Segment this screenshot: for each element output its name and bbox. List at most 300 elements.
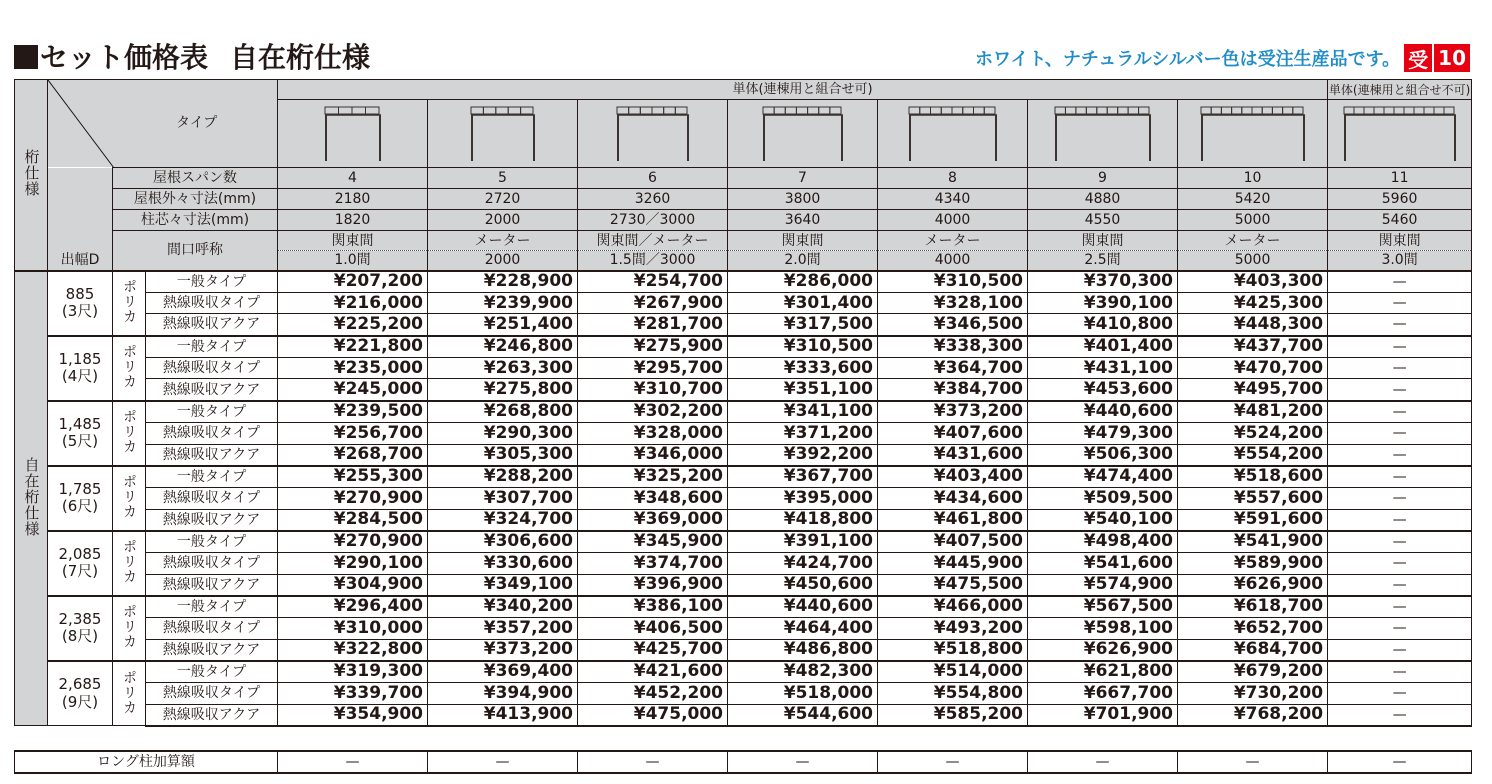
material-label: ポリカ xyxy=(121,604,137,650)
price-cell: ¥440,600 xyxy=(1028,401,1178,423)
spec-value: 11 xyxy=(1328,168,1472,189)
price-cell: ¥585,200 xyxy=(878,704,1028,726)
spec-value: 7 xyxy=(728,168,878,189)
price-cell: ¥268,800 xyxy=(428,401,578,423)
carport-type-cell xyxy=(878,100,1028,168)
price-cell: ¥425,300 xyxy=(1178,292,1328,314)
long-post-value: — xyxy=(428,751,578,773)
material-label: ポリカ xyxy=(121,409,137,455)
spec-row-label: 柱芯々寸法(mm) xyxy=(113,210,278,231)
price-unavailable: — xyxy=(1328,487,1472,509)
price-cell: ¥431,600 xyxy=(878,444,1028,466)
price-cell: ¥290,100 xyxy=(278,552,428,574)
price-cell: ¥450,600 xyxy=(728,574,878,596)
price-cell: ¥626,900 xyxy=(1028,639,1178,661)
material-label: ポリカ xyxy=(121,669,137,715)
spec-value: 4880 xyxy=(1028,189,1178,210)
long-post-value: — xyxy=(1178,751,1328,773)
frontage-type: 関東間 xyxy=(1328,231,1472,251)
frontage-size: 1.0間 xyxy=(278,251,428,271)
price-cell: ¥349,100 xyxy=(428,574,578,596)
spec-value: 5460 xyxy=(1328,210,1472,231)
table-row xyxy=(15,531,1472,553)
price-cell: ¥481,200 xyxy=(1178,401,1328,423)
price-cell: ¥267,900 xyxy=(578,292,728,314)
frontage-type: 関東間 xyxy=(1028,231,1178,251)
price-cell: ¥445,900 xyxy=(878,552,1028,574)
frontage-size: 4000 xyxy=(878,251,1028,271)
table-row xyxy=(15,292,1472,314)
panel-type-label: 一般タイプ xyxy=(146,661,278,683)
table-row xyxy=(15,509,1472,531)
price-cell: ¥373,200 xyxy=(428,639,578,661)
price-cell: ¥239,900 xyxy=(428,292,578,314)
long-post-table xyxy=(14,750,1472,774)
price-cell: ¥296,400 xyxy=(278,596,428,618)
depth-cell xyxy=(48,271,113,336)
carport-type-cell xyxy=(728,100,878,168)
price-unavailable: — xyxy=(1328,422,1472,444)
price-cell: ¥701,900 xyxy=(1028,704,1178,726)
price-cell: ¥228,900 xyxy=(428,271,578,293)
depth-cell xyxy=(48,401,113,466)
table-row xyxy=(15,596,1472,618)
price-cell: ¥518,000 xyxy=(728,683,878,705)
price-cell: ¥310,500 xyxy=(878,271,1028,293)
frontage-size: 5000 xyxy=(1178,251,1328,271)
table-row xyxy=(15,639,1472,661)
table-row xyxy=(15,618,1472,640)
price-cell: ¥424,700 xyxy=(728,552,878,574)
price-cell: ¥328,000 xyxy=(578,422,728,444)
frontage-size: 1.5間／3000 xyxy=(578,251,728,271)
made-to-order-notice xyxy=(975,44,1470,72)
notice-text: ホワイト、ナチュラルシルバー色は受注生産品です。 xyxy=(974,49,1401,70)
price-table xyxy=(14,79,1472,727)
price-cell: ¥317,500 xyxy=(728,314,878,336)
price-cell: ¥396,900 xyxy=(578,574,728,596)
price-cell: ¥618,700 xyxy=(1178,596,1328,618)
panel-type-label: 熱線吸収タイプ xyxy=(146,422,278,444)
group-label-2: 単体(連棟用と組合せ不可) xyxy=(1328,80,1472,100)
price-cell: ¥348,600 xyxy=(578,487,728,509)
price-unavailable: — xyxy=(1328,552,1472,574)
depth-value: 1,185 xyxy=(58,349,102,368)
depth-value: 2,085 xyxy=(58,545,102,564)
price-cell: ¥591,600 xyxy=(1178,509,1328,531)
side-label-top-text: 桁仕様 xyxy=(22,149,41,198)
price-cell: ¥268,700 xyxy=(278,444,428,466)
material-cell xyxy=(113,336,146,401)
table-row xyxy=(15,466,1472,488)
table-row xyxy=(15,661,1472,683)
price-cell: ¥367,700 xyxy=(728,466,878,488)
price-cell: ¥325,200 xyxy=(578,466,728,488)
price-cell: ¥351,100 xyxy=(728,379,878,401)
price-unavailable: — xyxy=(1328,618,1472,640)
price-cell: ¥395,000 xyxy=(728,487,878,509)
price-cell: ¥479,300 xyxy=(1028,422,1178,444)
carport-frame-icon xyxy=(908,106,998,162)
table-row xyxy=(15,444,1472,466)
price-unavailable: — xyxy=(1328,466,1472,488)
material-cell xyxy=(113,661,146,726)
title-main: セット価格表 xyxy=(40,41,209,74)
price-cell: ¥275,900 xyxy=(578,336,728,358)
spec-value: 2000 xyxy=(428,210,578,231)
carport-frame-icon xyxy=(1343,106,1457,162)
panel-type-label: 熱線吸収アクア xyxy=(146,444,278,466)
spec-value: 2180 xyxy=(278,189,428,210)
price-cell: ¥453,600 xyxy=(1028,379,1178,401)
price-cell: ¥621,800 xyxy=(1028,661,1178,683)
spec-value: 8 xyxy=(878,168,1028,189)
price-cell: ¥498,400 xyxy=(1028,531,1178,553)
price-cell: ¥667,700 xyxy=(1028,683,1178,705)
price-cell: ¥514,000 xyxy=(878,661,1028,683)
depth-header-cell xyxy=(48,168,113,271)
side-label-body-text: 自在桁仕様 xyxy=(22,456,41,537)
table-row xyxy=(15,314,1472,336)
price-cell: ¥392,200 xyxy=(728,444,878,466)
price-cell: ¥322,800 xyxy=(278,639,428,661)
panel-type-label: 熱線吸収アクア xyxy=(146,639,278,661)
carport-type-cell xyxy=(1178,100,1328,168)
panel-type-label: 熱線吸収タイプ xyxy=(146,618,278,640)
panel-type-label: 熱線吸収タイプ xyxy=(146,357,278,379)
price-cell: ¥369,000 xyxy=(578,509,728,531)
spec-value: 4550 xyxy=(1028,210,1178,231)
panel-type-label: 一般タイプ xyxy=(146,596,278,618)
type-header-cell xyxy=(48,80,278,168)
carport-frame-icon xyxy=(616,106,690,162)
price-cell: ¥370,300 xyxy=(1028,271,1178,293)
price-cell: ¥406,500 xyxy=(578,618,728,640)
badge-char: 受 xyxy=(1404,44,1434,72)
spec-value: 3640 xyxy=(728,210,878,231)
price-cell: ¥440,600 xyxy=(728,596,878,618)
price-cell: ¥281,700 xyxy=(578,314,728,336)
price-cell: ¥384,700 xyxy=(878,379,1028,401)
price-cell: ¥524,200 xyxy=(1178,422,1328,444)
spec-value: 4 xyxy=(278,168,428,189)
table-row xyxy=(15,401,1472,423)
price-cell: ¥418,800 xyxy=(728,509,878,531)
depth-shaku: (6尺) xyxy=(61,497,99,516)
table-row xyxy=(15,683,1472,705)
price-unavailable: — xyxy=(1328,336,1472,358)
price-unavailable: — xyxy=(1328,531,1472,553)
price-cell: ¥391,100 xyxy=(728,531,878,553)
price-unavailable: — xyxy=(1328,357,1472,379)
depth-value: 2,385 xyxy=(58,610,102,629)
spec-value: 10 xyxy=(1178,168,1328,189)
table-row xyxy=(15,574,1472,596)
price-cell: ¥466,000 xyxy=(878,596,1028,618)
order-badge xyxy=(1404,44,1470,72)
price-cell: ¥305,300 xyxy=(428,444,578,466)
material-cell xyxy=(113,531,146,596)
price-cell: ¥302,200 xyxy=(578,401,728,423)
price-cell: ¥386,100 xyxy=(578,596,728,618)
price-cell: ¥286,000 xyxy=(728,271,878,293)
long-post-label: ロング柱加算額 xyxy=(15,751,278,773)
material-cell xyxy=(113,401,146,466)
frontage-size: 2.5間 xyxy=(1028,251,1178,271)
spec-value: 3800 xyxy=(728,189,878,210)
price-cell: ¥470,700 xyxy=(1178,357,1328,379)
carport-type-cell xyxy=(278,100,428,168)
panel-type-label: 熱線吸収アクア xyxy=(146,379,278,401)
spec-value: 1820 xyxy=(278,210,428,231)
price-cell: ¥684,700 xyxy=(1178,639,1328,661)
price-cell: ¥540,100 xyxy=(1028,509,1178,531)
spec-value: 9 xyxy=(1028,168,1178,189)
price-cell: ¥482,300 xyxy=(728,661,878,683)
price-cell: ¥554,800 xyxy=(878,683,1028,705)
side-label-body xyxy=(15,271,48,726)
type-label: タイプ xyxy=(176,115,218,131)
price-cell: ¥373,200 xyxy=(878,401,1028,423)
price-unavailable: — xyxy=(1328,704,1472,726)
price-cell: ¥421,600 xyxy=(578,661,728,683)
price-cell: ¥452,200 xyxy=(578,683,728,705)
material-cell xyxy=(113,466,146,531)
diagonal-line-icon xyxy=(48,80,278,168)
price-cell: ¥407,500 xyxy=(878,531,1028,553)
material-cell xyxy=(113,271,146,336)
badge-number: 10 xyxy=(1438,46,1466,70)
carport-frame-icon xyxy=(1200,106,1306,162)
carport-type-cell xyxy=(1028,100,1178,168)
price-cell: ¥474,400 xyxy=(1028,466,1178,488)
price-cell: ¥431,100 xyxy=(1028,357,1178,379)
price-cell: ¥574,900 xyxy=(1028,574,1178,596)
price-cell: ¥346,000 xyxy=(578,444,728,466)
depth-cell xyxy=(48,531,113,596)
carport-frame-icon xyxy=(470,106,536,162)
price-cell: ¥263,300 xyxy=(428,357,578,379)
carport-type-cell xyxy=(428,100,578,168)
panel-type-label: 熱線吸収タイプ xyxy=(146,683,278,705)
spec-value: 4340 xyxy=(878,189,1028,210)
price-cell: ¥598,100 xyxy=(1028,618,1178,640)
price-unavailable: — xyxy=(1328,292,1472,314)
price-cell: ¥518,600 xyxy=(1178,466,1328,488)
table-row xyxy=(15,552,1472,574)
price-cell: ¥369,400 xyxy=(428,661,578,683)
spec-value: 5960 xyxy=(1328,189,1472,210)
depth-shaku: (9尺) xyxy=(61,692,99,711)
panel-type-label: 熱線吸収アクア xyxy=(146,574,278,596)
price-cell: ¥239,500 xyxy=(278,401,428,423)
spec-value: 5420 xyxy=(1178,189,1328,210)
price-unavailable: — xyxy=(1328,444,1472,466)
spec-row-label: 屋根外々寸法(mm) xyxy=(113,189,278,210)
spec-value: 4000 xyxy=(878,210,1028,231)
depth-value: 2,685 xyxy=(58,675,102,694)
price-cell: ¥768,200 xyxy=(1178,704,1328,726)
price-cell: ¥288,200 xyxy=(428,466,578,488)
price-cell: ¥246,800 xyxy=(428,336,578,358)
price-cell: ¥341,100 xyxy=(728,401,878,423)
long-post-value: — xyxy=(1028,751,1178,773)
spec-row-label: 屋根スパン数 xyxy=(113,168,278,189)
depth-shaku: (5尺) xyxy=(61,432,99,451)
side-label-top xyxy=(15,80,48,271)
price-cell: ¥541,900 xyxy=(1178,531,1328,553)
table-row xyxy=(15,271,1472,293)
depth-shaku: (4尺) xyxy=(61,367,99,386)
price-cell: ¥437,700 xyxy=(1178,336,1328,358)
frontage-type: 関東間 xyxy=(728,231,878,251)
square-bullet-icon xyxy=(14,45,38,69)
price-cell: ¥401,400 xyxy=(1028,336,1178,358)
price-cell: ¥544,600 xyxy=(728,704,878,726)
panel-type-label: 一般タイプ xyxy=(146,401,278,423)
spec-value: 6 xyxy=(578,168,728,189)
price-cell: ¥407,600 xyxy=(878,422,1028,444)
long-post-value: — xyxy=(1328,751,1472,773)
table-row xyxy=(15,422,1472,444)
price-cell: ¥207,200 xyxy=(278,271,428,293)
price-cell: ¥301,400 xyxy=(728,292,878,314)
table-row xyxy=(15,336,1472,358)
depth-value: 1,785 xyxy=(58,479,102,498)
price-cell: ¥339,700 xyxy=(278,683,428,705)
depth-cell xyxy=(48,466,113,531)
price-cell: ¥374,700 xyxy=(578,552,728,574)
price-cell: ¥295,700 xyxy=(578,357,728,379)
long-post-value: — xyxy=(728,751,878,773)
price-cell: ¥364,700 xyxy=(878,357,1028,379)
price-cell: ¥254,700 xyxy=(578,271,728,293)
price-unavailable: — xyxy=(1328,401,1472,423)
material-label: ポリカ xyxy=(121,539,137,585)
price-cell: ¥245,000 xyxy=(278,379,428,401)
price-cell: ¥434,600 xyxy=(878,487,1028,509)
depth-shaku: (3尺) xyxy=(61,302,99,321)
price-cell: ¥310,000 xyxy=(278,618,428,640)
price-unavailable: — xyxy=(1328,639,1472,661)
price-cell: ¥345,900 xyxy=(578,531,728,553)
price-cell: ¥390,100 xyxy=(1028,292,1178,314)
panel-type-label: 熱線吸収アクア xyxy=(146,704,278,726)
carport-frame-icon xyxy=(1054,106,1152,162)
frontage-type: メーター xyxy=(878,231,1028,251)
depth-cell xyxy=(48,336,113,401)
price-cell: ¥464,400 xyxy=(728,618,878,640)
depth-cell xyxy=(48,596,113,661)
spec-value: 5000 xyxy=(1178,210,1328,231)
price-unavailable: — xyxy=(1328,596,1472,618)
price-cell: ¥275,800 xyxy=(428,379,578,401)
price-unavailable: — xyxy=(1328,314,1472,336)
price-cell: ¥448,300 xyxy=(1178,314,1328,336)
panel-type-label: 一般タイプ xyxy=(146,336,278,358)
material-cell xyxy=(113,596,146,661)
depth-shaku: (8尺) xyxy=(61,627,99,646)
price-unavailable: — xyxy=(1328,509,1472,531)
price-cell: ¥306,600 xyxy=(428,531,578,553)
frontage-type: 関東間 xyxy=(278,231,428,251)
spec-value: 5 xyxy=(428,168,578,189)
price-cell: ¥346,500 xyxy=(878,314,1028,336)
frontage-size: 2000 xyxy=(428,251,578,271)
price-unavailable: — xyxy=(1328,574,1472,596)
price-cell: ¥371,200 xyxy=(728,422,878,444)
price-unavailable: — xyxy=(1328,683,1472,705)
price-cell: ¥518,800 xyxy=(878,639,1028,661)
table-row xyxy=(15,487,1472,509)
carport-type-cell xyxy=(1328,100,1472,168)
table-row xyxy=(15,379,1472,401)
frontage-type: 関東間／メーター xyxy=(578,231,728,251)
group-label-1: 単体(連棟用と組合せ可) xyxy=(278,80,1328,100)
price-cell: ¥270,900 xyxy=(278,487,428,509)
title-sub: 自在桁仕様 xyxy=(230,41,371,74)
price-cell: ¥461,800 xyxy=(878,509,1028,531)
panel-type-label: 一般タイプ xyxy=(146,531,278,553)
price-cell: ¥340,200 xyxy=(428,596,578,618)
spec-value: 3260 xyxy=(578,189,728,210)
depth-cell xyxy=(48,661,113,726)
depth-shaku: (7尺) xyxy=(61,562,99,581)
price-cell: ¥284,500 xyxy=(278,509,428,531)
frontage-size: 3.0間 xyxy=(1328,251,1472,271)
depth-value: 1,485 xyxy=(58,414,102,433)
long-post-value: — xyxy=(578,751,728,773)
material-label: ポリカ xyxy=(121,279,137,325)
price-cell: ¥541,600 xyxy=(1028,552,1178,574)
frontage-size: 2.0間 xyxy=(728,251,878,271)
depth-value: 885 xyxy=(65,284,95,303)
carport-frame-icon xyxy=(762,106,844,162)
page-title xyxy=(14,36,370,76)
price-cell: ¥554,200 xyxy=(1178,444,1328,466)
price-cell: ¥475,500 xyxy=(878,574,1028,596)
carport-type-cell xyxy=(578,100,728,168)
carport-frame-icon xyxy=(324,106,382,162)
price-cell: ¥679,200 xyxy=(1178,661,1328,683)
price-cell: ¥567,500 xyxy=(1028,596,1178,618)
price-cell: ¥509,500 xyxy=(1028,487,1178,509)
price-cell: ¥354,900 xyxy=(278,704,428,726)
price-cell: ¥357,200 xyxy=(428,618,578,640)
price-cell: ¥256,700 xyxy=(278,422,428,444)
price-cell: ¥251,400 xyxy=(428,314,578,336)
price-cell: ¥486,800 xyxy=(728,639,878,661)
price-cell: ¥338,300 xyxy=(878,336,1028,358)
panel-type-label: 一般タイプ xyxy=(146,271,278,293)
frontage-type: メーター xyxy=(428,231,578,251)
panel-type-label: 一般タイプ xyxy=(146,466,278,488)
depth-label: 出幅D xyxy=(60,251,100,268)
panel-type-label: 熱線吸収タイプ xyxy=(146,552,278,574)
price-cell: ¥425,700 xyxy=(578,639,728,661)
price-cell: ¥216,000 xyxy=(278,292,428,314)
price-unavailable: — xyxy=(1328,271,1472,293)
price-cell: ¥730,200 xyxy=(1178,683,1328,705)
price-cell: ¥307,700 xyxy=(428,487,578,509)
material-label: ポリカ xyxy=(121,344,137,390)
frontage-label: 間口呼称 xyxy=(113,231,278,271)
price-cell: ¥410,800 xyxy=(1028,314,1178,336)
price-cell: ¥493,200 xyxy=(878,618,1028,640)
price-cell: ¥310,700 xyxy=(578,379,728,401)
price-cell: ¥270,900 xyxy=(278,531,428,553)
panel-type-label: 熱線吸収アクア xyxy=(146,314,278,336)
